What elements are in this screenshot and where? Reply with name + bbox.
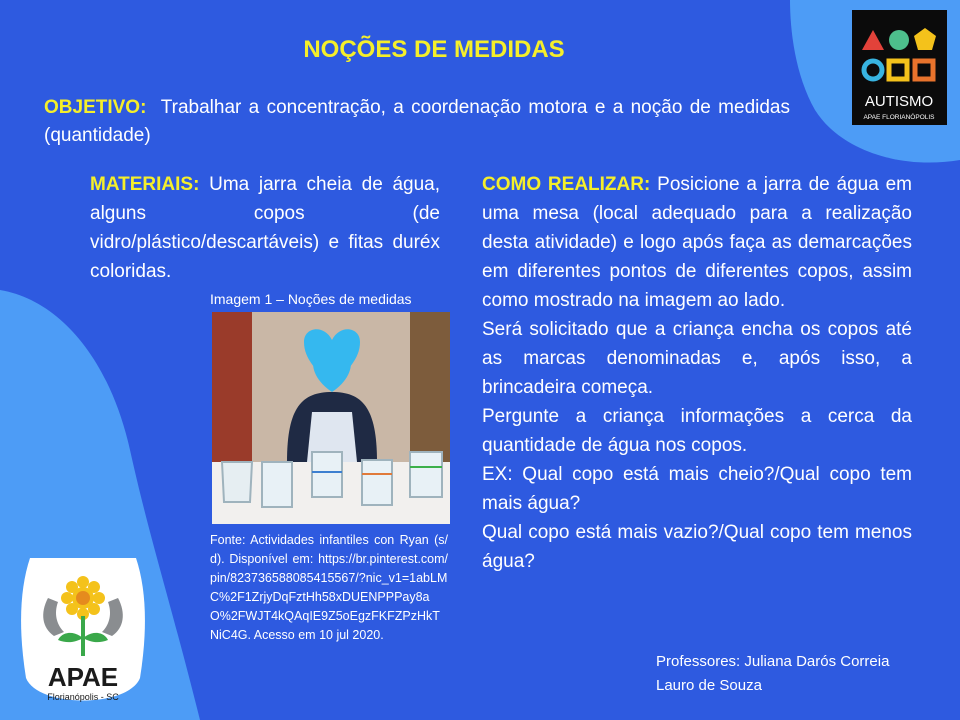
objective-body: Trabalhar a concentração, a coordenação motora e a noção de medidas (quantidade): [44, 97, 791, 146]
autismo-logo: [852, 10, 947, 125]
materials-label: MATERIAIS:: [90, 174, 200, 195]
apae-logo-subtitle: Florianópolis - SC: [47, 692, 119, 702]
how-to-section: [482, 170, 912, 576]
teachers-line-1: Professores: Juliana Darós Correia: [656, 653, 890, 670]
how-to-paragraph: [482, 170, 912, 315]
autismo-logo-subtitle: APAE FLORIANÓPOLIS: [863, 114, 935, 121]
materials-text: [90, 170, 440, 286]
activity-photo: [212, 312, 450, 524]
image-source: Fonte: Actividades infantiles con Ryan (s/d). Disponível em: https://br.pinterest.com/pin/823736588085415567/?nic_v1=1abLMC%2F1ZrjyDqFztHh58xDUENPPPay8aO%2FWJT4kQAqIE9Z5oEgzFKFZPzHkTNiC4G. Acesso em 10 jul 2020.: [210, 533, 448, 642]
page-title: NOÇÕES DE MEDIDAS: [303, 36, 565, 63]
apae-logo: [18, 558, 148, 710]
how-to-step-4: EX: Qual copo está mais cheio?/Qual copo tem mais água?: [482, 464, 912, 514]
how-to-step-3: Pergunte a criança informações a cerca da quantidade de água nos copos.: [482, 406, 912, 456]
how-to-step-5: Qual copo está mais vazio?/Qual copo tem menos água?: [482, 522, 912, 572]
teachers-line-2: Lauro de Souza: [656, 677, 762, 694]
autismo-logo-name: AUTISMO: [864, 93, 934, 110]
objective-text: [44, 94, 790, 150]
teachers-credit: [656, 650, 889, 698]
apae-logo-name: APAE: [47, 662, 119, 692]
how-to-step-1: Posicione a jarra de água em uma mesa (local adequado para a realização desta atividade) e logo após faça as demarcações em diferentes pontos de diferentes copos, assim como mostrado na imagem ao lado.: [482, 174, 913, 311]
image-caption: Imagem 1 – Noções de medidas: [210, 291, 412, 307]
objective-label: OBJETIVO:: [44, 97, 147, 118]
materials-body: Uma jarra cheia de água, alguns copos (de vidro/plástico/descartáveis) e fitas duréx coloridas.: [90, 174, 440, 282]
how-to-label: COMO REALIZAR:: [482, 174, 651, 195]
how-to-step-2: Será solicitado que a criança encha os copos até as marcas denominadas e, após isso, a brincadeira começa.: [482, 319, 912, 398]
